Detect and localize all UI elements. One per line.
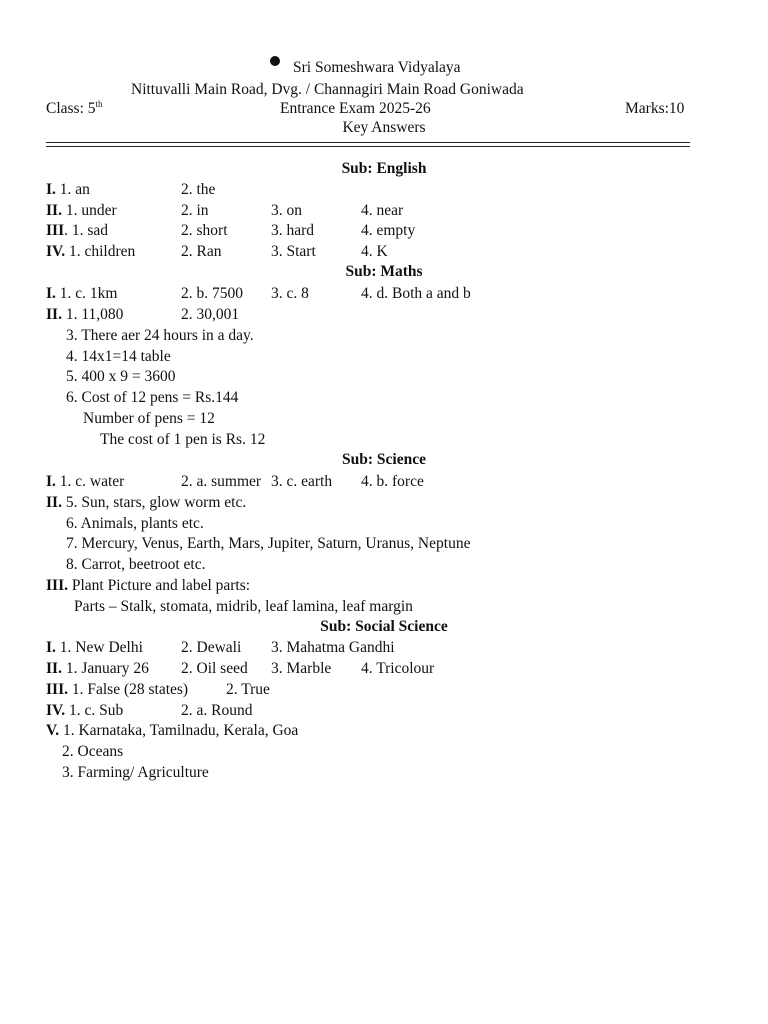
section-title-maths: Sub: Maths (345, 263, 423, 280)
english-row-2-col4: 4. near (361, 202, 404, 219)
section-title-science: Sub: Science (342, 451, 426, 468)
maths-row-1-col3: 3. c. 8 (271, 285, 309, 302)
social-row-1-col2: 2. Dewali (181, 639, 242, 656)
english-row-3-col3: 3. hard (271, 222, 315, 239)
english-row-4-col3: 3. Start (271, 243, 316, 260)
school-name: Sri Someshwara Vidyalaya (293, 59, 461, 76)
school-address: Nittuvalli Main Road, Dvg. / Channagiri Main Road Goniwada (131, 81, 524, 98)
maths-row-2: II. 1. 11,080 (46, 306, 124, 323)
social-row-4: IV. 1. c. Sub (46, 702, 124, 719)
science-plant-parts: Parts – Stalk, stomata, midrib, leaf lamina, leaf margin (74, 598, 413, 615)
english-row-1-col2: 2. the (181, 181, 216, 198)
english-row-1: I. 1. an (46, 181, 90, 198)
social-row-1-col3: 3. Mahatma Gandhi (271, 639, 395, 656)
english-row-2-col2: 2. in (181, 202, 209, 219)
social-row-5: V. 1. Karnataka, Tamilnadu, Kerala, Goa (46, 722, 299, 739)
social-row-2-col3: 3. Marble (271, 660, 332, 677)
social-row-2: II. 1. January 26 (46, 660, 149, 677)
maths-row-1-col4: 4. d. Both a and b (361, 285, 471, 302)
maths-answer-6-step: Number of pens = 12 (83, 410, 215, 427)
english-row-3-col2: 2. short (181, 222, 228, 239)
science-row-2: II. 5. Sun, stars, glow worm etc. (46, 494, 247, 511)
section-title-english: Sub: English (341, 160, 427, 177)
social-row-2-col4: 4. Tricolour (361, 660, 435, 677)
english-row-4-col4: 4. K (361, 243, 388, 260)
science-row-3: III. Plant Picture and label parts: (46, 577, 251, 594)
social-row-2-col2: 2. Oil seed (181, 660, 248, 677)
maths-row-1-col2: 2. b. 7500 (181, 285, 243, 302)
english-row-4: IV. 1. children (46, 243, 136, 260)
science-answer-6: 6. Animals, plants etc. (66, 515, 204, 532)
maths-answer-3: 3. There aer 24 hours in a day. (66, 327, 254, 344)
english-row-3-col4: 4. empty (361, 222, 416, 239)
maths-answer-6-result: The cost of 1 pen is Rs. 12 (100, 431, 266, 448)
maths-answer-4: 4. 14x1=14 table (66, 348, 171, 365)
english-row-3: III. 1. sad (46, 222, 109, 239)
key-answers-title: Key Answers (342, 119, 426, 136)
science-row-1: I. 1. c. water (46, 473, 125, 490)
header-divider-second (46, 146, 690, 147)
exam-title: Entrance Exam 2025-26 (280, 100, 431, 117)
english-row-2: II. 1. under (46, 202, 117, 219)
header-divider (46, 142, 690, 143)
maths-row-1: I. 1. c. 1km (46, 285, 118, 302)
science-answer-8: 8. Carrot, beetroot etc. (66, 556, 206, 573)
english-row-4-col2: 2. Ran (181, 243, 222, 260)
maths-answer-5: 5. 400 x 9 = 3600 (66, 368, 176, 385)
science-row-1-col4: 4. b. force (361, 473, 424, 490)
science-row-1-col2: 2. a. summer (181, 473, 262, 490)
social-row-1: I. 1. New Delhi (46, 639, 143, 656)
section-title-social-science: Sub: Social Science (320, 618, 448, 635)
class-superscript: th (95, 98, 103, 109)
maths-answer-6: 6. Cost of 12 pens = Rs.144 (66, 389, 239, 406)
social-answer-farming: 3. Farming/ Agriculture (62, 764, 209, 781)
marks-label: Marks:10 (625, 100, 685, 117)
class-label: Class: 5th (46, 98, 103, 117)
maths-row-2-col2: 2. 30,001 (181, 306, 240, 323)
english-row-2-col3: 3. on (271, 202, 302, 219)
social-answer-oceans: 2. Oceans (62, 743, 124, 760)
science-answer-7: 7. Mercury, Venus, Earth, Mars, Jupiter, Saturn, Uranus, Neptune (66, 535, 471, 552)
science-row-1-col3: 3. c. earth (271, 473, 333, 490)
bullet-icon (270, 56, 280, 66)
social-row-3: III. 1. False (28 states) (46, 681, 189, 698)
social-row-3-col2: 2. True (226, 681, 270, 698)
social-row-4-col2: 2. a. Round (181, 702, 253, 719)
